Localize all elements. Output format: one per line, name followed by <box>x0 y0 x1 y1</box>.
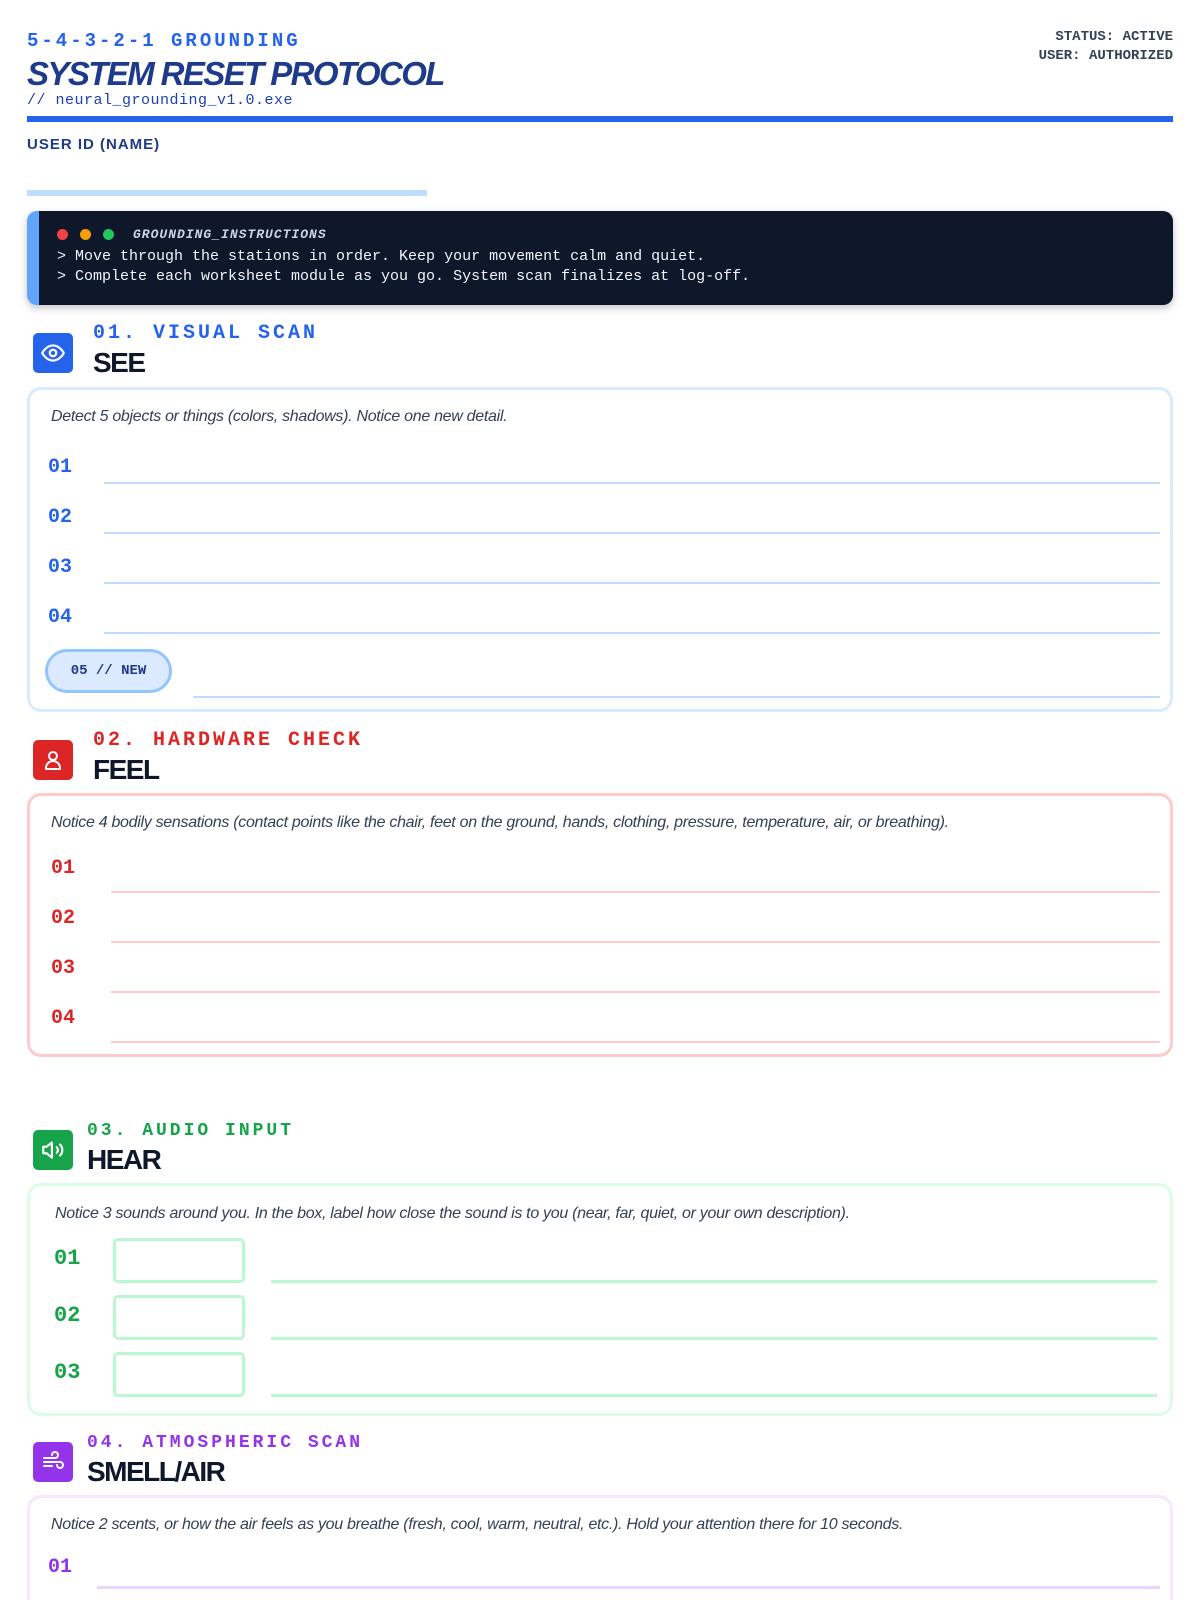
see-write-line-5[interactable] <box>193 696 1160 698</box>
hear-distance-box-3[interactable] <box>113 1352 245 1397</box>
section-title-feel: FEEL <box>93 754 159 785</box>
feel-item-number: 04 <box>51 1007 76 1030</box>
smell-prompt: Notice 2 scents, or how the air feels as you breathe (fresh, cool, warm, neutral, etc.). Hold your attention there for 10 seconds. <box>51 1516 904 1533</box>
section-kicker-feel: 02. HARDWARE CHECK <box>93 729 364 752</box>
see-item-number: 03 <box>48 556 73 579</box>
wind-icon <box>33 1442 73 1482</box>
see-item-number: 01 <box>48 456 73 479</box>
header-filename: // neural_grounding_v1.0.exe <box>27 92 294 109</box>
user-id-input[interactable] <box>27 190 427 196</box>
see-write-line-3[interactable] <box>104 582 1160 584</box>
smell-item-number: 01 <box>48 1556 73 1579</box>
see-card <box>27 387 1173 712</box>
feel-card <box>27 793 1173 1057</box>
section-kicker-see: 01. VISUAL SCAN <box>93 322 319 345</box>
new-detail-badge: 05 // NEW <box>45 649 172 693</box>
feel-item-number: 02 <box>51 907 76 930</box>
terminal-line: > Complete each worksheet module as you go. System scan finalizes at log-off. <box>57 268 751 285</box>
header-rule <box>27 116 1173 122</box>
hear-prompt: Notice 3 sounds around you. In the box, label how close the sound is to you (near, far, quiet, or your own description). <box>55 1205 850 1222</box>
feel-write-line-2[interactable] <box>111 941 1160 943</box>
see-item-number: 02 <box>48 506 73 529</box>
person-icon <box>33 740 73 780</box>
hear-distance-box-1[interactable] <box>113 1238 245 1283</box>
smell-write-line-1[interactable] <box>97 1586 1160 1589</box>
status-block <box>1039 28 1173 66</box>
feel-write-line-4[interactable] <box>111 1041 1160 1043</box>
status-line: STATUS: ACTIVE <box>1055 29 1173 45</box>
hear-card <box>27 1183 1173 1416</box>
smell-card <box>27 1495 1173 1600</box>
page-title: SYSTEM RESET PROTOCOL <box>27 55 444 92</box>
hear-item-number: 01 <box>54 1246 81 1271</box>
eye-icon <box>33 333 73 373</box>
terminal-title: GROUNDING_INSTRUCTIONS <box>133 227 327 242</box>
hear-write-line-3[interactable] <box>271 1394 1157 1397</box>
section-title-see: SEE <box>93 347 145 378</box>
section-kicker-smell: 04. ATMOSPHERIC SCAN <box>87 1433 364 1453</box>
feel-write-line-3[interactable] <box>111 991 1160 993</box>
window-dots <box>57 229 114 240</box>
dot-green <box>103 229 114 240</box>
terminal-line: > Move through the stations in order. Keep your movement calm and quiet. <box>57 248 706 265</box>
hear-write-line-2[interactable] <box>271 1337 1157 1340</box>
see-item-number: 04 <box>48 606 73 629</box>
see-write-line-4[interactable] <box>104 632 1160 634</box>
section-kicker-hear: 03. AUDIO INPUT <box>87 1121 295 1141</box>
feel-item-number: 03 <box>51 957 76 980</box>
header-eyebrow: 5-4-3-2-1 GROUNDING <box>27 30 301 52</box>
see-write-line-2[interactable] <box>104 532 1160 534</box>
hear-item-number: 02 <box>54 1303 81 1328</box>
section-title-hear: HEAR <box>87 1144 161 1175</box>
user-line: USER: AUTHORIZED <box>1038 48 1173 64</box>
see-write-line-1[interactable] <box>104 482 1160 484</box>
section-title-smell: SMELL/AIR <box>87 1456 225 1487</box>
feel-prompt: Notice 4 bodily sensations (contact points like the chair, feet on the ground, hands, clothing, pressure, temperature, air, or breathing). <box>51 814 949 831</box>
feel-write-line-1[interactable] <box>111 891 1160 893</box>
instructions-terminal <box>27 211 1173 305</box>
user-id-label: USER ID (NAME) <box>27 136 161 153</box>
dot-red <box>57 229 68 240</box>
see-prompt: Detect 5 objects or things (colors, shadows). Notice one new detail. <box>51 408 508 425</box>
speaker-icon <box>33 1130 73 1170</box>
hear-write-line-1[interactable] <box>271 1280 1157 1283</box>
hear-item-number: 03 <box>54 1360 81 1385</box>
hear-distance-box-2[interactable] <box>113 1295 245 1340</box>
dot-yellow <box>80 229 91 240</box>
feel-item-number: 01 <box>51 857 76 880</box>
